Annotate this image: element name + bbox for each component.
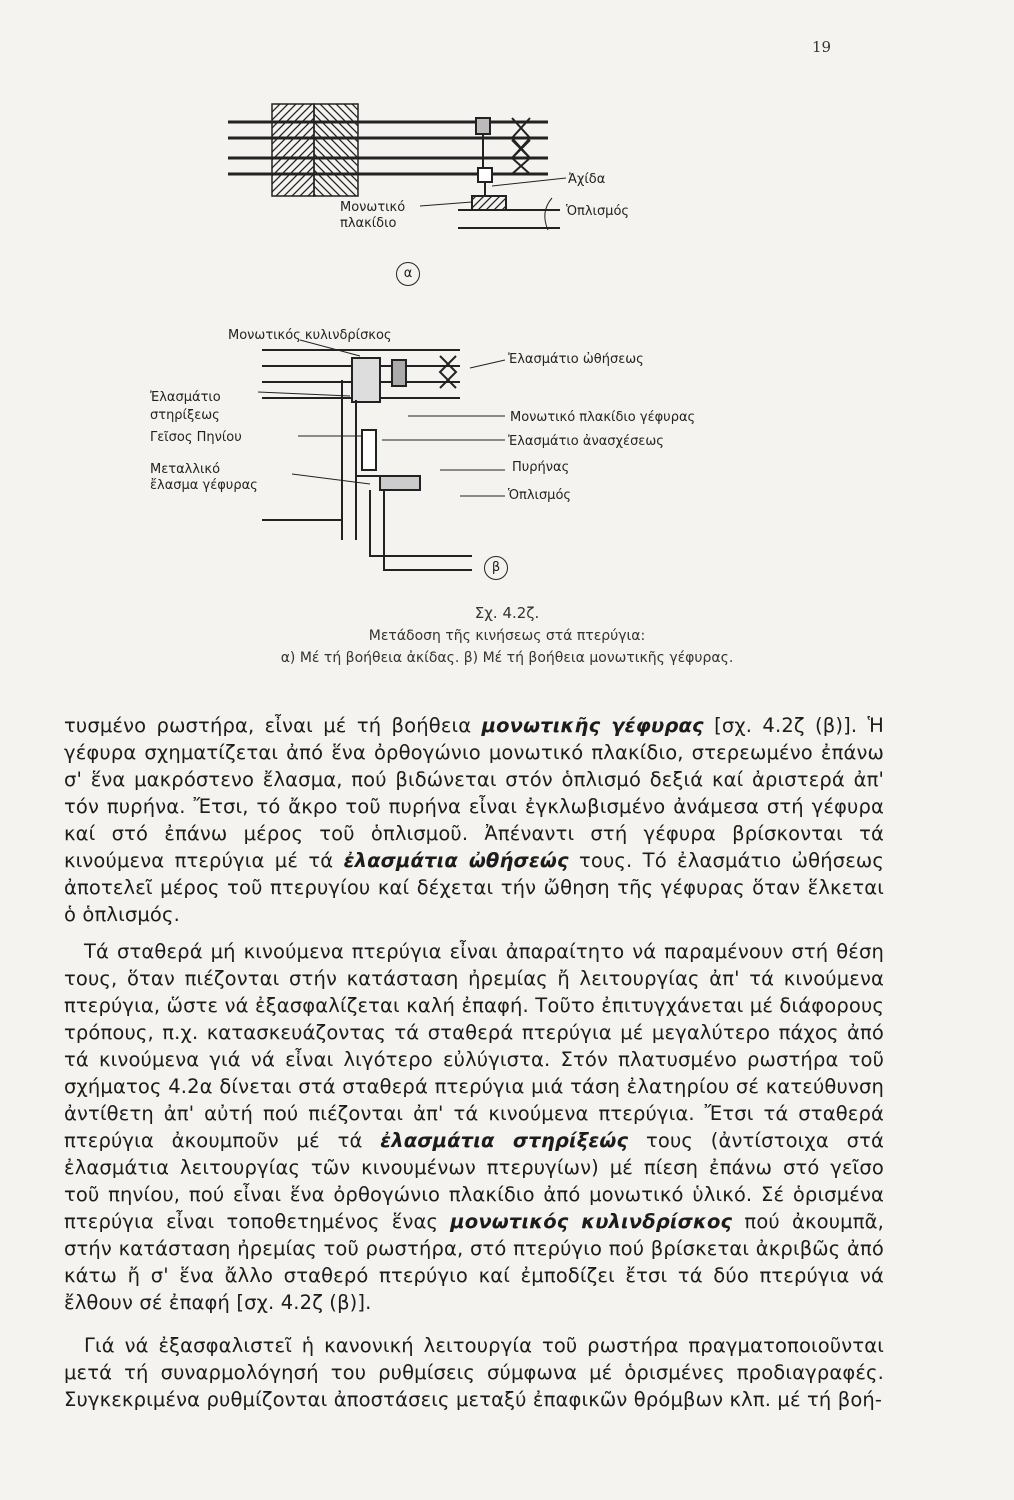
leaders-b: [258, 340, 505, 496]
term-insulating-cylinder: μονωτικός κυλινδρίσκος: [450, 1210, 733, 1233]
p1-text-3: τους. Τό ἐλασμάτιο ὠθήσεως ἀποτελεῖ μέρος τοῦ πτερυγίου καί δέχεται τήν ὤθηση τῆς γέφυρας ὅταν ἕλκεται ὁ ὁπλισμός.: [64, 849, 884, 926]
label-armature-a: Ὁπλισμός: [566, 204, 630, 219]
paragraph-3: Γιά νά ἐξασφαλιστεῖ ἡ κανονική λειτουργία τοῦ ρωστήρα πραγματοποιοῦνται μετά τή συναρμολόγησή του ρυθμίσεις σύμφωνα μέ ὁρισμένες προδιαγραφές. Συγκεκριμένα ρυθμίζονται ἀποστάσεις μεταξύ ἐπαφικῶν θρόμβων κλπ. μέ τή βοή-: [64, 1334, 884, 1411]
label-hold-spring: Ἐλασμάτιο ἀνασχέσεως: [508, 434, 664, 449]
body-text: [64, 712, 884, 1413]
label-support-spring-1: Ἐλασμάτιο: [150, 390, 221, 405]
figure-caption-line1: Μετάδοση τῆς κινήσεως στά πτερύγια:: [368, 628, 646, 644]
p1-text-2: [σχ. 4.2ζ (β)]. Ἡ γέφυρα σχηματίζεται ἀπό ἕνα ὀρθογώνιο μονωτικό πλακίδιο, στερεωμένο ἐπάνω σ' ἕνα μακρόστενο ἔλασμα, πού βιδώνεται στόν ὁπλισμό δεξιά καί ἀριστερά ἀπ' τόν πυρήνα. Ἔτσι, τό ἄκρο τοῦ πυρήνα εἶναι ἐγκλωβισμένο ἀνάμεσα στή γέφυρα καί στό ἐπάνω μέρος τοῦ ὁπλισμοῦ. Ἀπέναντι στή γέφυρα βρίσκονται τά κινούμενα πτερύγια μέ τά: [64, 714, 884, 872]
label-cylinder: Μονωτικός κυλινδρίσκος: [228, 328, 392, 343]
label-part-b: β: [484, 556, 508, 580]
label-armature-b: Ὁπλισμός: [508, 488, 572, 503]
p2-text-2: τους (ἀντίστοιχα στά ἐλασμάτια λειτουργίας τῶν κινουμένων πτερυγίων) μέ πίεση ἐπάνω στό γεῖσο τοῦ πηνίου, πού εἶναι ἕνα ὀρθογώνιο πλακίδιο ἀπό μονωτικό ὑλικό. Σέ ὁρισμένα πτερύγια εἶναι τοποθετημένος ἕνας: [64, 1129, 884, 1233]
label-plate-a-1: Μονωτικό: [340, 200, 406, 215]
label-plate-a-2: πλακίδιο: [340, 216, 397, 231]
contacts-a: [512, 118, 530, 174]
diagram-b: [262, 350, 472, 570]
label-support-spring-2: στηρίξεως: [150, 408, 220, 423]
label-bridge-plate: Μονωτικό πλακίδιο γέφυρας: [510, 410, 696, 425]
p2-text-3: πού ἀκουμπᾶ, στήν κατάσταση ἠρεμίας τοῦ ρωστήρα, στό πτερύγιο πού βρίσκεται ἀκριβῶς ἀπό κάτω ἤ σ' ἕνα ἄλλο σταθερό πτερύγιο καί ἐμποδίζει ἔτσι τά δύο πτερύγια νά ἔλθουν σέ ἐπαφή [σχ. 4.2ζ (β)].: [64, 1210, 884, 1314]
label-push-spring: Ἐλασμάτιο ὠθήσεως: [508, 352, 644, 367]
term-support-springs: ἐλασμάτια στηρίξεώς: [380, 1129, 629, 1152]
diagram-a: [0, 0, 1014, 700]
term-insulating-bridge: μονωτικῆς γέφυρας: [481, 714, 704, 737]
figure-caption-title: Σχ. 4.2ζ.: [474, 604, 540, 622]
label-bridge-1: Μεταλλικό: [150, 462, 221, 477]
paragraph-2: [64, 938, 884, 1316]
p2-text-1: Τά σταθερά μή κινούμενα πτερύγια εἶναι ἀπαραίτητο νά παραμένουν στή θέση τους, ὅταν πιέζονται στήν κατάσταση ἠρεμίας ἤ λειτουργίας ἀπ' τά κινούμενα πτερύγια, ὥστε νά ἐξασφαλίζεται καλή ἐπαφή. Τοῦτο ἐπιτυγχάνεται μέ διάφορους τρόπους, π.χ. κατασκευάζοντας τά σταθερά πτερύγια μέ μεγαλύτερο πάχος ἀπό τά κινούμενα γιά νά εἶναι λιγότερο εὐλύγιστα. Στόν πλατυσμένο ρωστήρα τοῦ σχήματος 4.2α δίνεται στά σταθερά πτερύγια μιά τάση ἐλατηρίου σέ κατεύθυνση ἀντίθετη ἀπ' αὐτή πού πιέζονται ἀπ' τά κινούμενα πτερύγια. Ἔτσι τά σταθερά πτερύγια ἀκουμποῦν μέ τά: [64, 940, 884, 1152]
paragraph-1: [64, 712, 884, 928]
label-part-a: α: [396, 262, 420, 286]
coil-block-a: [272, 104, 358, 196]
label-pole-rim: Γεῖσος Πηνίου: [150, 430, 242, 445]
page-number: 19: [812, 38, 832, 56]
term-push-springs: ἐλασμάτια ὠθήσεώς: [343, 849, 569, 872]
figure-caption-line2: α) Μέ τή βοήθεια ἀκίδας. β) Μέ τή βοήθεια μονωτικῆς γέφυρας.: [280, 650, 734, 666]
label-axis: Ἀχίδα: [568, 172, 606, 187]
label-bridge-2: ἔλασμα γέφυρας: [150, 478, 258, 493]
label-core: Πυρήνας: [512, 460, 570, 475]
figure-4-2z: [0, 0, 1014, 700]
p1-text-1: τυσμένο ρωστήρα, εἶναι μέ τή βοήθεια: [64, 714, 482, 737]
